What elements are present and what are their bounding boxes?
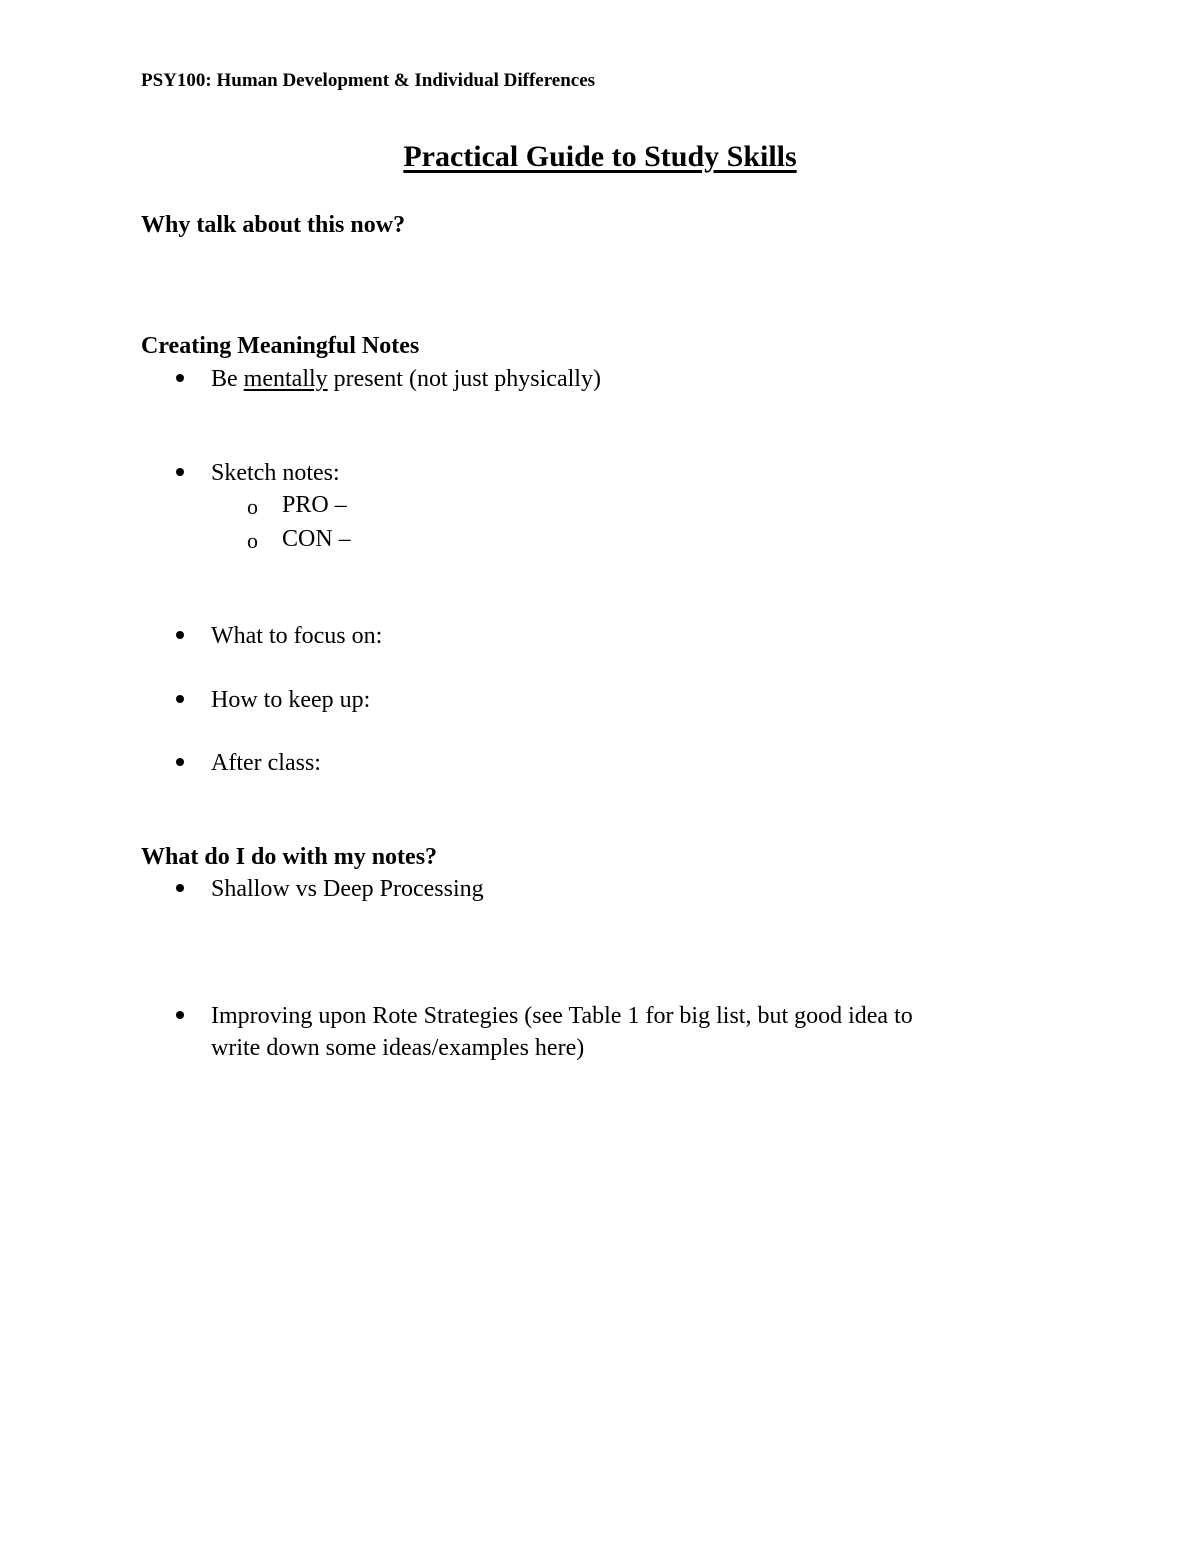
bullet-icon	[175, 1003, 187, 1027]
section-heading-use: What do I do with my notes?	[141, 844, 438, 870]
sub-bullet-icon: o	[247, 494, 258, 519]
list-item-focus: What to focus on:	[211, 623, 383, 649]
section-heading-notes: Creating Meaningful Notes	[141, 333, 420, 359]
section-heading-why: Why talk about this now?	[141, 212, 406, 238]
bullet-icon	[175, 687, 187, 711]
bullet-icon	[175, 366, 187, 390]
sub-item-pro: PRO –	[282, 492, 347, 518]
list-item-mentally-present	[211, 366, 601, 393]
list-item-rote-line1: Improving upon Rote Strategies (see Table 1 for big list, but good idea to	[211, 1003, 913, 1029]
list-item-keep-up: How to keep up:	[211, 687, 371, 713]
list-item-rote-line2: write down some ideas/examples here)	[211, 1035, 585, 1061]
bullet-icon	[175, 623, 187, 647]
sub-bullet-icon: o	[247, 528, 258, 553]
item-text-before: Be	[211, 366, 244, 392]
course-header: PSY100: Human Development & Individual Differences	[141, 70, 596, 91]
list-item-sketch-notes: Sketch notes:	[211, 460, 340, 486]
list-item-processing: Shallow vs Deep Processing	[211, 876, 484, 902]
item-text-after: present (not just physically)	[327, 366, 601, 392]
sub-item-con: CON –	[282, 526, 351, 552]
list-item-after-class: After class:	[211, 750, 321, 776]
bullet-icon	[175, 750, 187, 774]
item-text-emphasis: mentally	[243, 366, 328, 392]
bullet-icon	[175, 460, 187, 484]
bullet-icon	[175, 876, 187, 900]
page-title: Practical Guide to Study Skills	[403, 140, 797, 173]
